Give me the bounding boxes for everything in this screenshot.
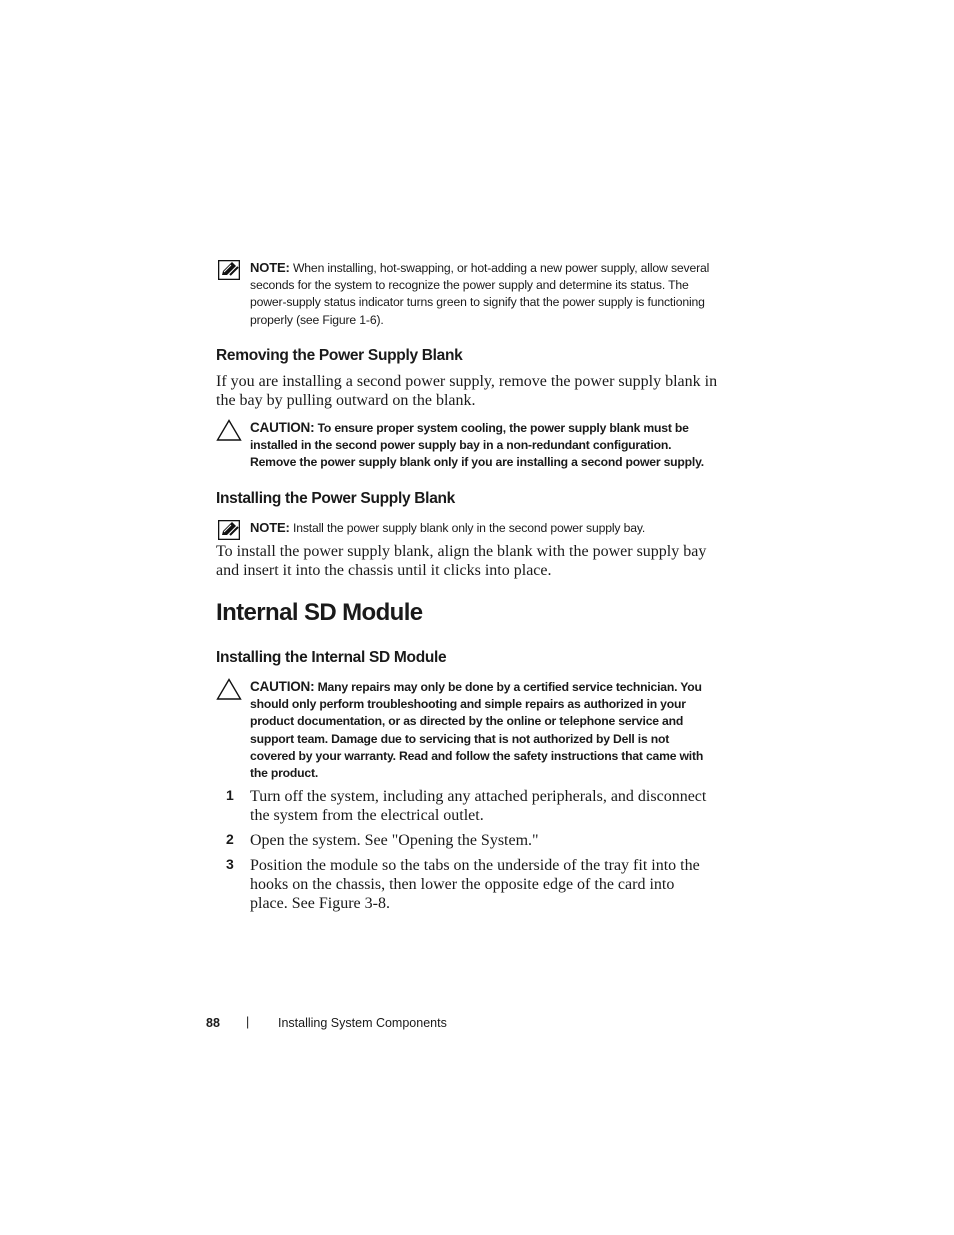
- note-label: NOTE:: [250, 520, 290, 535]
- step-number: 2: [226, 831, 234, 847]
- note-box: [216, 259, 716, 329]
- footer-separator: |: [246, 1015, 250, 1029]
- note-pencil-icon: [218, 520, 240, 540]
- note-label: NOTE:: [250, 260, 290, 275]
- step-number: 1: [226, 787, 234, 803]
- heading-removing-blank: Removing the Power Supply Blank: [216, 347, 463, 364]
- heading-installing-blank: Installing the Power Supply Blank: [216, 490, 456, 507]
- note-pencil-icon: [218, 260, 240, 280]
- note-text: Install the power supply blank only in the second power supply bay.: [292, 521, 646, 535]
- caution-label: CAUTION:: [250, 679, 315, 694]
- body-installing-blank: To install the power supply blank, align the blank with the power supply bay and insert it into the chassis until it clicks into place.: [216, 543, 707, 580]
- caution-triangle-icon: [216, 419, 242, 441]
- section-title: Internal SD Module: [216, 599, 423, 626]
- list-item: [216, 856, 716, 914]
- caution-box: [216, 419, 716, 472]
- step-number: 3: [226, 856, 234, 872]
- page-number: 88: [206, 1016, 220, 1030]
- note-box: [216, 519, 716, 537]
- step-text: Position the module so the tabs on the underside of the tray fit into the hooks on the chassis, then lower the opposite edge of the card into place. See Figure 3-8.: [250, 857, 700, 913]
- caution-triangle-icon: [216, 678, 242, 700]
- body-removing-blank: If you are installing a second power supply, remove the power supply blank in the bay by pulling outward on the blank.: [216, 373, 718, 410]
- list-item: [216, 831, 716, 850]
- note-text: When installing, hot-swapping, or hot-adding a new power supply, allow several seconds for the system to recognize the power supply and determine its status. The power-supply status indicator turns green to signify that the power supply is functioning properly (see Figure 1-6).: [250, 261, 710, 327]
- list-item: [216, 787, 716, 825]
- caution-box: [216, 678, 716, 782]
- caution-label: CAUTION:: [250, 420, 315, 435]
- step-text: Open the system. See "Opening the System.": [250, 832, 539, 849]
- caution-text: Many repairs may only be done by a certified service technician. You should only perform troubleshooting and simple repairs as authorized in your product documentation, or as directed by the online or telephone service and support team. Damage due to servicing that is not authorized by Dell is not covered by your warranty. Read and follow the safety instructions that came with the product.: [250, 680, 704, 781]
- step-text: Turn off the system, including any attached peripherals, and disconnect the system from the electrical outlet.: [250, 788, 707, 825]
- caution-text: To ensure proper system cooling, the power supply blank must be installed in the second power supply bay in a non-redundant configuration. Remove the power supply blank only if you are installing a second power supply.: [250, 421, 704, 470]
- heading-installing-sd: Installing the Internal SD Module: [216, 649, 447, 666]
- footer-chapter: Installing System Components: [278, 1016, 447, 1030]
